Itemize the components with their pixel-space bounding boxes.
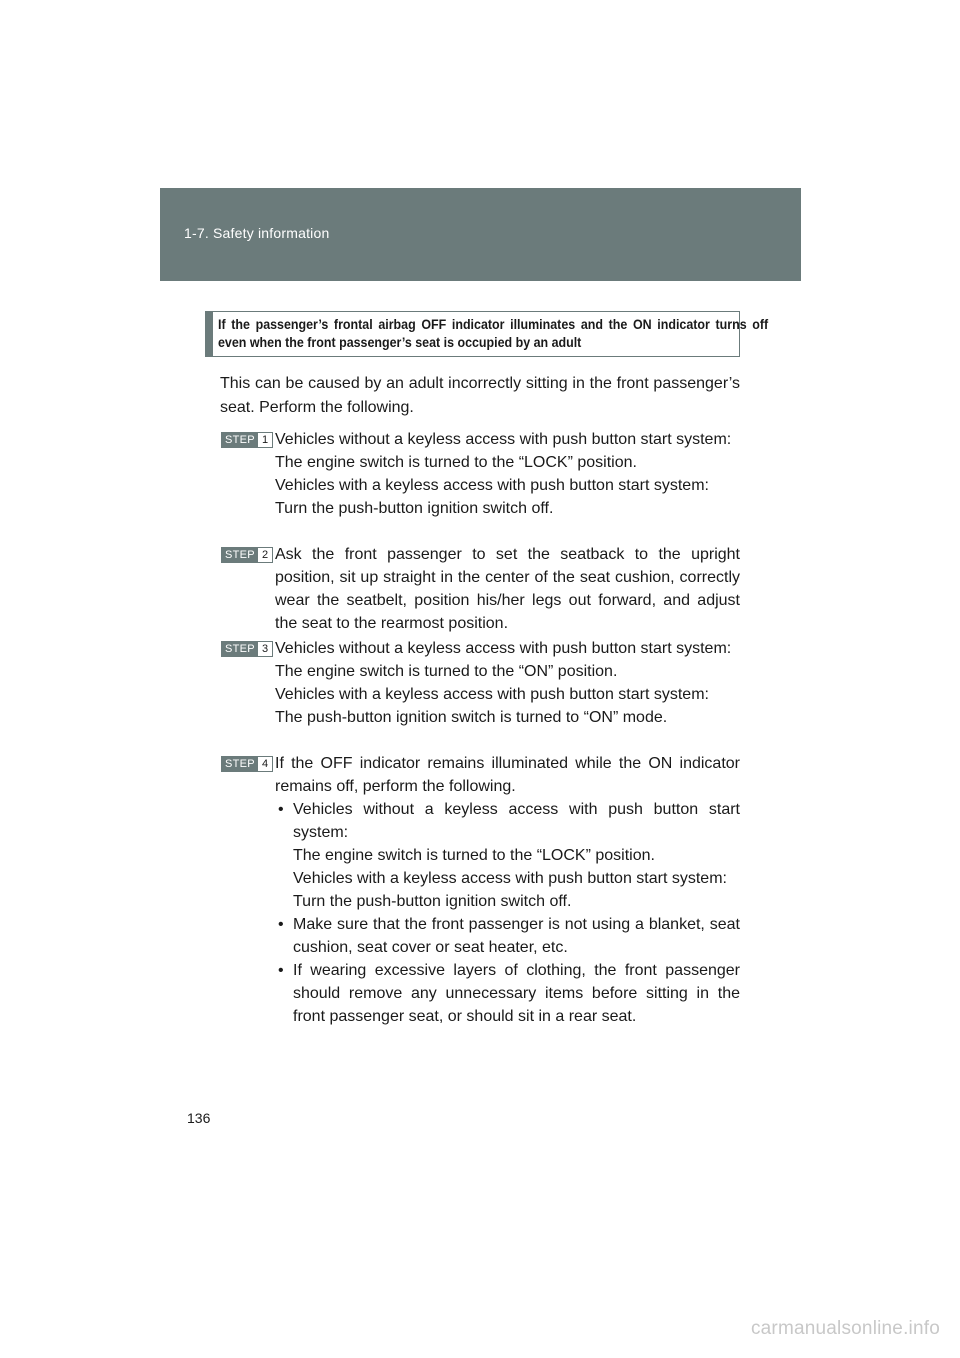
callout-accent-bar xyxy=(206,312,213,356)
step-body xyxy=(275,752,740,1028)
step-3 xyxy=(221,637,740,729)
bullet-line: The engine switch is turned to the “LOCK” position. xyxy=(293,847,655,864)
step-badge-number: 1 xyxy=(258,433,272,447)
step-line: The engine switch is turned to the “LOCK” position. xyxy=(275,454,637,471)
bullet-icon: • xyxy=(278,801,284,818)
list-item xyxy=(275,798,740,913)
step-4 xyxy=(221,752,740,1028)
step-badge-label: STEP xyxy=(222,757,258,771)
list-item xyxy=(275,959,740,1028)
callout-title: If the passenger’s frontal airbag OFF indicator illuminates and the ON indicator turns off even when the front passenger’s seat is occupied by an adult xyxy=(218,317,769,350)
bullet-list xyxy=(275,798,740,1028)
step-1 xyxy=(221,428,740,520)
step-badge xyxy=(221,756,273,772)
bullet-icon: • xyxy=(278,962,284,979)
step-line: Vehicles with a keyless access with push button start system: xyxy=(275,686,709,703)
step-badge-label: STEP xyxy=(222,433,258,447)
watermark: carmanualsonline.info xyxy=(750,1318,940,1339)
step-line: If the OFF indicator remains illuminated while the ON indicator remains off, perform the following. xyxy=(275,755,740,795)
step-line: Turn the push-button ignition switch off. xyxy=(275,500,554,517)
step-line: Vehicles with a keyless access with push button start system: xyxy=(275,477,709,494)
step-badge-label: STEP xyxy=(222,548,258,562)
step-2 xyxy=(221,543,740,635)
bullet-line: Turn the push-button ignition switch off. xyxy=(293,893,572,910)
step-line: The push-button ignition switch is turned to “ON” mode. xyxy=(275,709,668,726)
bullet-line: Vehicles without a keyless access with push button start system: xyxy=(293,801,740,841)
intro-paragraph: This can be caused by an adult incorrectly sitting in the front passenger’s seat. Perform the following. xyxy=(220,375,740,416)
bullet-line: Make sure that the front passenger is not using a blanket, seat cushion, seat cover or seat heater, etc. xyxy=(293,916,740,956)
step-badge-label: STEP xyxy=(222,642,258,656)
bullet-line: If wearing excessive layers of clothing, the front passenger should remove any unnecessary items before sitting in the front passenger seat, or should sit in a rear seat. xyxy=(293,962,740,1025)
step-badge xyxy=(221,641,273,657)
list-item xyxy=(275,913,740,959)
step-badge xyxy=(221,432,273,448)
step-line: Vehicles without a keyless access with push button start system: xyxy=(275,431,732,448)
page-number: 136 xyxy=(187,1110,211,1126)
bullet-icon: • xyxy=(278,916,284,933)
step-line: The engine switch is turned to the “ON” position. xyxy=(275,663,618,680)
step-body xyxy=(275,543,740,635)
step-badge-number: 2 xyxy=(258,548,272,562)
step-line: Vehicles without a keyless access with push button start system: xyxy=(275,640,732,657)
step-body xyxy=(275,637,740,729)
step-line: Ask the front passenger to set the seatback to the upright position, sit up straight in the center of the seat cushion, correctly wear the seatbelt, position his/her legs out forward, and adjust the seat to the rearmost position. xyxy=(275,546,740,632)
step-badge-number: 3 xyxy=(258,642,272,656)
callout-box xyxy=(205,311,769,357)
section-header-band xyxy=(160,188,801,281)
step-body xyxy=(275,428,740,520)
section-label: 1-7. Safety information xyxy=(184,225,330,241)
step-badge xyxy=(221,547,273,563)
bullet-line: Vehicles with a keyless access with push button start system: xyxy=(293,870,727,887)
step-badge-number: 4 xyxy=(258,757,272,771)
